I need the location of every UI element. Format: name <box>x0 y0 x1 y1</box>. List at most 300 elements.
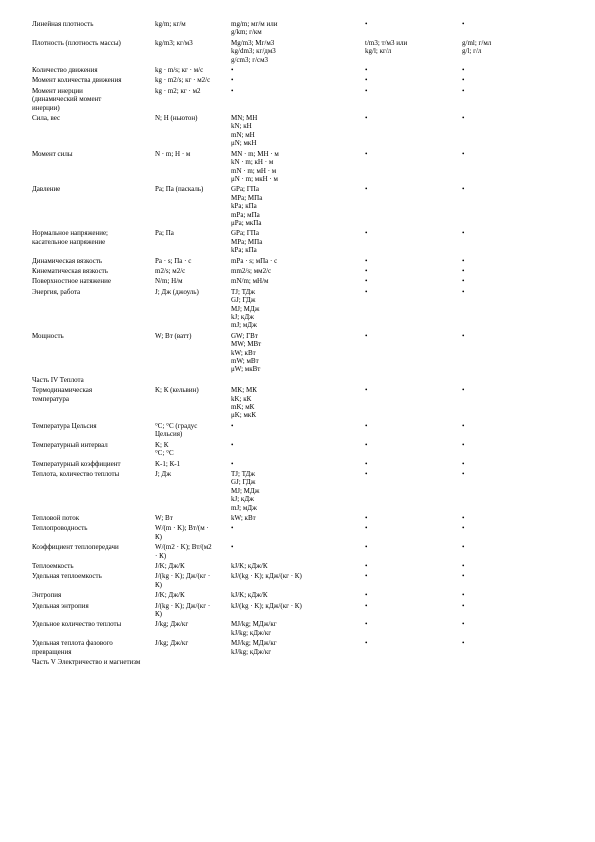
quantity-cell <box>32 185 155 229</box>
si-unit-cell-text: kg · m2/s; кг · м2/с <box>155 76 211 85</box>
other-units-cell <box>365 470 462 514</box>
quantity-cell <box>32 386 155 422</box>
si-unit-cell <box>155 524 231 543</box>
si-unit-cell <box>155 572 231 591</box>
table-row <box>32 639 562 658</box>
other-units-cell-text: • <box>365 469 368 478</box>
other-units-cell <box>365 150 462 186</box>
table-row <box>32 277 562 287</box>
quantity-cell <box>32 288 155 332</box>
multiple-units-cell <box>231 543 365 562</box>
table-row <box>32 66 562 76</box>
si-unit-cell <box>155 460 231 470</box>
relative-units-cell <box>462 277 562 287</box>
other-units-cell <box>365 288 462 332</box>
quantity-cell <box>32 150 155 186</box>
si-unit-cell-text: J/(kg · K); Дж/(кг · К) <box>155 572 211 589</box>
other-units-cell-text: • <box>365 572 368 581</box>
si-unit-cell-text: K; К °C; °С <box>155 440 174 458</box>
quantity-cell <box>32 562 155 572</box>
si-unit-cell-text: W/(m · K); Вт/(м · К) <box>155 524 209 541</box>
multiple-units-cell-text: • <box>231 76 234 85</box>
multiple-units-cell-text: kJ/K; кДж/К <box>231 561 268 570</box>
multiple-units-cell-text: • <box>231 421 234 430</box>
multiple-units-cell <box>231 66 365 76</box>
multiple-units-cell-text: mm2/s; мм2/с <box>231 266 272 275</box>
si-unit-cell <box>155 87 231 114</box>
relative-units-cell-text: • <box>462 561 465 570</box>
multiple-units-cell-text: mN/m; мН/м <box>231 277 269 286</box>
multiple-units-cell-text: • <box>231 459 234 468</box>
table-row <box>32 20 562 39</box>
other-units-cell-text: • <box>365 266 368 275</box>
relative-units-cell <box>462 620 562 639</box>
quantity-cell-text: Удельная энтропия <box>32 601 89 610</box>
relative-units-cell <box>462 639 562 658</box>
quantity-cell-text: Теплоемкость <box>32 561 74 570</box>
relative-units-cell-text: • <box>462 513 465 522</box>
si-unit-cell-text: J/K; Дж/К <box>155 591 185 600</box>
relative-units-cell-text: • <box>462 459 465 468</box>
table-row <box>32 620 562 639</box>
multiple-units-cell <box>231 572 365 591</box>
multiple-units-cell <box>231 114 365 150</box>
relative-units-cell-text: • <box>462 572 465 581</box>
multiple-units-cell <box>231 620 365 639</box>
si-unit-cell-text: N/m; Н/м <box>155 277 183 286</box>
si-unit-cell <box>155 562 231 572</box>
other-units-cell <box>365 66 462 76</box>
other-units-cell-text: • <box>365 66 368 75</box>
relative-units-cell-text: • <box>462 86 465 95</box>
other-units-cell-text: • <box>365 601 368 610</box>
multiple-units-cell-text: MN · m; МН · м kN · m; кН · м mN · m; мН · м μN · m; мкН · м <box>231 149 279 183</box>
other-units-cell <box>365 422 462 441</box>
si-unit-cell-text: J/kg; Дж/кг <box>155 639 189 648</box>
multiple-units-cell-text: GPa; ГПа MPa; МПа kPa; кПа <box>231 229 263 255</box>
other-units-cell <box>365 460 462 470</box>
units-table-body <box>32 20 562 668</box>
other-units-cell <box>365 185 462 229</box>
other-units-cell-text: • <box>365 421 368 430</box>
quantity-cell-text: Теплопроводность <box>32 524 88 533</box>
relative-units-cell-text: • <box>462 76 465 85</box>
si-unit-cell <box>155 543 231 562</box>
section-heading-row <box>32 376 562 386</box>
table-row <box>32 229 562 256</box>
multiple-units-cell <box>231 386 365 422</box>
si-unit-cell <box>155 470 231 514</box>
quantity-cell <box>32 39 155 66</box>
relative-units-cell <box>462 572 562 591</box>
multiple-units-cell <box>231 277 365 287</box>
table-row <box>32 441 562 460</box>
other-units-cell <box>365 257 462 267</box>
other-units-cell <box>365 39 462 66</box>
relative-units-cell <box>462 602 562 621</box>
multiple-units-cell <box>231 639 365 658</box>
other-units-cell <box>365 76 462 86</box>
relative-units-cell <box>462 257 562 267</box>
other-units-cell-text: • <box>365 524 368 533</box>
quantity-cell-text: Температурный коэффициент <box>32 459 121 468</box>
si-unit-cell <box>155 514 231 524</box>
relative-units-cell <box>462 76 562 86</box>
relative-units-cell-text: • <box>462 256 465 265</box>
table-row <box>32 257 562 267</box>
relative-units-cell-text: • <box>462 543 465 552</box>
relative-units-cell <box>462 87 562 114</box>
quantity-cell-text: Удельное количество теплоты <box>32 620 122 629</box>
multiple-units-cell <box>231 185 365 229</box>
multiple-units-cell-text: MN; МН kN; кН mN; мН μN; мкН <box>231 114 258 148</box>
other-units-cell <box>365 591 462 601</box>
table-row <box>32 543 562 562</box>
other-units-cell-text: • <box>365 513 368 522</box>
relative-units-cell <box>462 66 562 76</box>
relative-units-cell-text: g/ml; г/мл g/l; г/л <box>462 38 492 56</box>
relative-units-cell-text: • <box>462 149 465 158</box>
quantity-cell <box>32 514 155 524</box>
multiple-units-cell <box>231 470 365 514</box>
relative-units-cell-text: • <box>462 639 465 648</box>
multiple-units-cell <box>231 39 365 66</box>
relative-units-cell-text: • <box>462 331 465 340</box>
relative-units-cell <box>462 386 562 422</box>
multiple-units-cell-text: MK; МК kK; кК mK; мК μK; мкК <box>231 386 257 420</box>
multiple-units-cell <box>231 229 365 256</box>
multiple-units-cell <box>231 20 365 39</box>
other-units-cell <box>365 639 462 658</box>
other-units-cell <box>365 277 462 287</box>
other-units-cell-text: • <box>365 639 368 648</box>
quantity-cell-text: Тепловой поток <box>32 513 80 522</box>
quantity-cell-text: Количество движения <box>32 66 98 75</box>
relative-units-cell-text: • <box>462 386 465 395</box>
multiple-units-cell <box>231 562 365 572</box>
other-units-cell <box>365 20 462 39</box>
quantity-cell <box>32 332 155 376</box>
multiple-units-cell-text: MJ/kg; МДж/кг kJ/kg; кДж/кг <box>231 639 277 656</box>
si-unit-cell-text: J; Дж (джоуль) <box>155 287 199 296</box>
quantity-cell <box>32 277 155 287</box>
relative-units-cell-text: • <box>462 601 465 610</box>
other-units-cell-text: • <box>365 386 368 395</box>
relative-units-cell <box>462 470 562 514</box>
quantity-cell-text: Мощность <box>32 331 64 340</box>
table-row <box>32 602 562 621</box>
other-units-cell-text: • <box>365 561 368 570</box>
multiple-units-cell-text: TJ; ТДж GJ; ГДж MJ; МДж kJ; кДж mJ; мДж <box>231 287 260 330</box>
table-row <box>32 185 562 229</box>
si-unit-cell <box>155 267 231 277</box>
multiple-units-cell-text: • <box>231 66 234 75</box>
multiple-units-cell-text: mg/m; мг/м или g/km; г/км <box>231 20 278 37</box>
relative-units-cell <box>462 543 562 562</box>
multiple-units-cell-text: • <box>231 543 234 552</box>
other-units-cell-text: • <box>365 185 368 194</box>
quantity-cell <box>32 257 155 267</box>
multiple-units-cell-text: kJ/(kg · K); кДж/(кг · К) <box>231 601 302 610</box>
relative-units-cell-text: • <box>462 469 465 478</box>
si-unit-cell <box>155 150 231 186</box>
section-heading: Часть IV Теплота <box>32 375 84 384</box>
other-units-cell-text: • <box>365 543 368 552</box>
quantity-cell-text: Линейная плотность <box>32 20 94 28</box>
si-unit-cell-text: m2/s; м2/с <box>155 266 186 275</box>
quantity-cell-text: Энтропия <box>32 591 62 600</box>
si-unit-cell-text: J/K; Дж/К <box>155 561 185 570</box>
quantity-cell <box>32 229 155 256</box>
si-unit-cell <box>155 441 231 460</box>
other-units-cell-text: • <box>365 256 368 265</box>
table-row <box>32 288 562 332</box>
relative-units-cell <box>462 591 562 601</box>
relative-units-cell-text: • <box>462 421 465 430</box>
table-row <box>32 470 562 514</box>
multiple-units-cell-text: mPa · s; мПа · с <box>231 256 278 265</box>
table-row <box>32 267 562 277</box>
quantity-cell-text: Кинематическая вязкость <box>32 266 108 275</box>
si-unit-cell <box>155 114 231 150</box>
quantity-cell <box>32 524 155 543</box>
quantity-cell <box>32 460 155 470</box>
quantity-cell-text: Сила, вес <box>32 114 61 123</box>
quantity-cell <box>32 470 155 514</box>
table-row <box>32 39 562 66</box>
other-units-cell <box>365 114 462 150</box>
quantity-cell-text: Момент инерции (динамический момент инерции) <box>32 86 102 112</box>
other-units-cell <box>365 543 462 562</box>
relative-units-cell <box>462 562 562 572</box>
quantity-cell <box>32 76 155 86</box>
si-unit-cell-text: W; Вт (ватт) <box>155 331 192 340</box>
section-heading: Часть V Электричество и магнетизм <box>32 658 141 667</box>
multiple-units-cell <box>231 150 365 186</box>
multiple-units-cell <box>231 267 365 277</box>
relative-units-cell-text: • <box>462 114 465 123</box>
si-unit-cell <box>155 257 231 267</box>
multiple-units-cell <box>231 76 365 86</box>
table-row <box>32 150 562 186</box>
si-unit-cell <box>155 277 231 287</box>
relative-units-cell-text: • <box>462 20 465 28</box>
other-units-cell-text: • <box>365 20 368 28</box>
relative-units-cell <box>462 114 562 150</box>
other-units-cell-text: • <box>365 86 368 95</box>
table-row <box>32 332 562 376</box>
relative-units-cell-text: • <box>462 185 465 194</box>
table-row <box>32 422 562 441</box>
si-unit-cell <box>155 66 231 76</box>
other-units-cell-text: • <box>365 331 368 340</box>
si-unit-cell-text: J/kg; Дж/кг <box>155 620 189 629</box>
si-unit-cell <box>155 591 231 601</box>
quantity-cell-text: Удельная теплоемкость <box>32 572 102 581</box>
si-unit-cell-text: N · m; Н · м <box>155 149 191 158</box>
relative-units-cell <box>462 39 562 66</box>
quantity-cell <box>32 591 155 601</box>
si-unit-cell <box>155 288 231 332</box>
quantity-cell <box>32 543 155 562</box>
si-unit-cell-text: kg/m3; кг/м3 <box>155 38 193 47</box>
multiple-units-cell <box>231 441 365 460</box>
si-unit-cell-text: kg · m/s; кг · м/с <box>155 66 204 75</box>
si-unit-cell <box>155 620 231 639</box>
quantity-cell <box>32 114 155 150</box>
table-row <box>32 572 562 591</box>
quantity-cell <box>32 602 155 621</box>
si-unit-cell <box>155 422 231 441</box>
si-unit-cell-text: kg · m2; кг · м2 <box>155 86 201 95</box>
relative-units-cell-text: • <box>462 266 465 275</box>
si-unit-cell-text: J/(kg · K); Дж/(кг · К) <box>155 601 211 618</box>
si-unit-cell <box>155 185 231 229</box>
relative-units-cell-text: • <box>462 229 465 238</box>
table-row <box>32 87 562 114</box>
relative-units-cell <box>462 20 562 39</box>
si-unit-cell-text: Pa; Па <box>155 229 174 238</box>
relative-units-cell <box>462 332 562 376</box>
other-units-cell <box>365 229 462 256</box>
si-unit-cell <box>155 20 231 39</box>
quantity-cell-text: Температура Цельсия <box>32 421 97 430</box>
relative-units-cell-text: • <box>462 66 465 75</box>
multiple-units-cell-text: kW; кВт <box>231 513 256 522</box>
other-units-cell-text: • <box>365 229 368 238</box>
other-units-cell-text: • <box>365 591 368 600</box>
relative-units-cell-text: • <box>462 277 465 286</box>
quantity-cell-text: Коэффициент теплопередачи <box>32 543 119 552</box>
other-units-cell-text: • <box>365 620 368 629</box>
multiple-units-cell <box>231 524 365 543</box>
relative-units-cell <box>462 460 562 470</box>
relative-units-cell-text: • <box>462 287 465 296</box>
other-units-cell <box>365 602 462 621</box>
multiple-units-cell <box>231 288 365 332</box>
multiple-units-cell <box>231 257 365 267</box>
other-units-cell <box>365 562 462 572</box>
table-row <box>32 562 562 572</box>
other-units-cell-text: • <box>365 114 368 123</box>
multiple-units-cell-text: • <box>231 524 234 533</box>
quantity-cell-text: Температурный интервал <box>32 440 108 449</box>
units-table <box>32 20 562 668</box>
quantity-cell-text: Энергия, работа <box>32 287 81 296</box>
table-row <box>32 514 562 524</box>
multiple-units-cell-text: GPa; ГПа MPa; МПа kPa; кПа mPa; мПа μPa; мкПа <box>231 185 263 227</box>
quantity-cell-text: Теплота, количество теплоты <box>32 469 120 478</box>
table-row <box>32 76 562 86</box>
si-unit-cell-text: K; К (кельвин) <box>155 386 199 395</box>
table-row <box>32 524 562 543</box>
quantity-cell-text: Момент количества движения <box>32 76 122 85</box>
other-units-cell <box>365 524 462 543</box>
multiple-units-cell <box>231 422 365 441</box>
relative-units-cell <box>462 514 562 524</box>
si-unit-cell-text: N; Н (ньютон) <box>155 114 198 123</box>
relative-units-cell <box>462 229 562 256</box>
si-unit-cell-text: Pa · s; Па · с <box>155 256 192 265</box>
si-unit-cell <box>155 76 231 86</box>
relative-units-cell <box>462 185 562 229</box>
si-unit-cell-text: Pa; Па (паскаль) <box>155 185 204 194</box>
quantity-cell-text: Динамическая вязкость <box>32 256 103 265</box>
relative-units-cell-text: • <box>462 524 465 533</box>
table-row <box>32 591 562 601</box>
multiple-units-cell-text: Mg/m3; Мг/м3 kg/dm3; кг/дм3 g/cm3; г/см3 <box>231 38 276 64</box>
table-row <box>32 114 562 150</box>
multiple-units-cell-text: MJ/kg; МДж/кг kJ/kg; кДж/кг <box>231 620 277 637</box>
quantity-cell <box>32 267 155 277</box>
quantity-cell-text: Термодинамическая температура <box>32 386 93 403</box>
si-unit-cell <box>155 39 231 66</box>
relative-units-cell <box>462 150 562 186</box>
other-units-cell <box>365 267 462 277</box>
multiple-units-cell-text: • <box>231 440 234 449</box>
quantity-cell <box>32 87 155 114</box>
quantity-cell <box>32 20 155 39</box>
other-units-cell <box>365 441 462 460</box>
quantity-cell <box>32 441 155 460</box>
si-unit-cell-text: K-1; К-1 <box>155 459 181 468</box>
si-unit-cell <box>155 332 231 376</box>
si-unit-cell-text: kg/m; кг/м <box>155 20 186 28</box>
multiple-units-cell-text: GW; ГВт MW; МВт kW; кВт mW; мВт μW; мкВт <box>231 331 262 374</box>
quantity-cell <box>32 66 155 76</box>
quantity-cell-text: Удельная теплота фазового превращения <box>32 639 113 656</box>
multiple-units-cell <box>231 332 365 376</box>
quantity-cell <box>32 639 155 658</box>
multiple-units-cell-text: • <box>231 86 234 95</box>
si-unit-cell <box>155 639 231 658</box>
multiple-units-cell-text: TJ; ТДж GJ; ГДж MJ; МДж kJ; кДж mJ; мДж <box>231 469 260 512</box>
multiple-units-cell <box>231 602 365 621</box>
si-unit-cell-text: J; Дж <box>155 469 172 478</box>
multiple-units-cell <box>231 591 365 601</box>
other-units-cell-text: t/m3; т/м3 или kg/l; кг/л <box>365 38 408 56</box>
other-units-cell-text: • <box>365 149 368 158</box>
other-units-cell-text: • <box>365 287 368 296</box>
quantity-cell-text: Плотность (плотность массы) <box>32 38 121 47</box>
multiple-units-cell <box>231 460 365 470</box>
relative-units-cell <box>462 524 562 543</box>
quantity-cell <box>32 620 155 639</box>
quantity-cell <box>32 572 155 591</box>
relative-units-cell <box>462 267 562 277</box>
other-units-cell <box>365 332 462 376</box>
other-units-cell-text: • <box>365 76 368 85</box>
other-units-cell-text: • <box>365 440 368 449</box>
si-unit-cell <box>155 386 231 422</box>
section-heading-row <box>32 658 562 668</box>
relative-units-cell <box>462 288 562 332</box>
other-units-cell <box>365 620 462 639</box>
relative-units-cell <box>462 441 562 460</box>
si-unit-cell <box>155 229 231 256</box>
quantity-cell-text: Нормальное напряжение; касательное напряжение <box>32 229 108 246</box>
table-row <box>32 386 562 422</box>
other-units-cell <box>365 386 462 422</box>
other-units-cell <box>365 87 462 114</box>
multiple-units-cell-text: kJ/(kg · K); кДж/(кг · К) <box>231 572 302 581</box>
relative-units-cell <box>462 422 562 441</box>
other-units-cell-text: • <box>365 277 368 286</box>
multiple-units-cell <box>231 514 365 524</box>
quantity-cell <box>32 422 155 441</box>
relative-units-cell-text: • <box>462 591 465 600</box>
si-unit-cell <box>155 602 231 621</box>
